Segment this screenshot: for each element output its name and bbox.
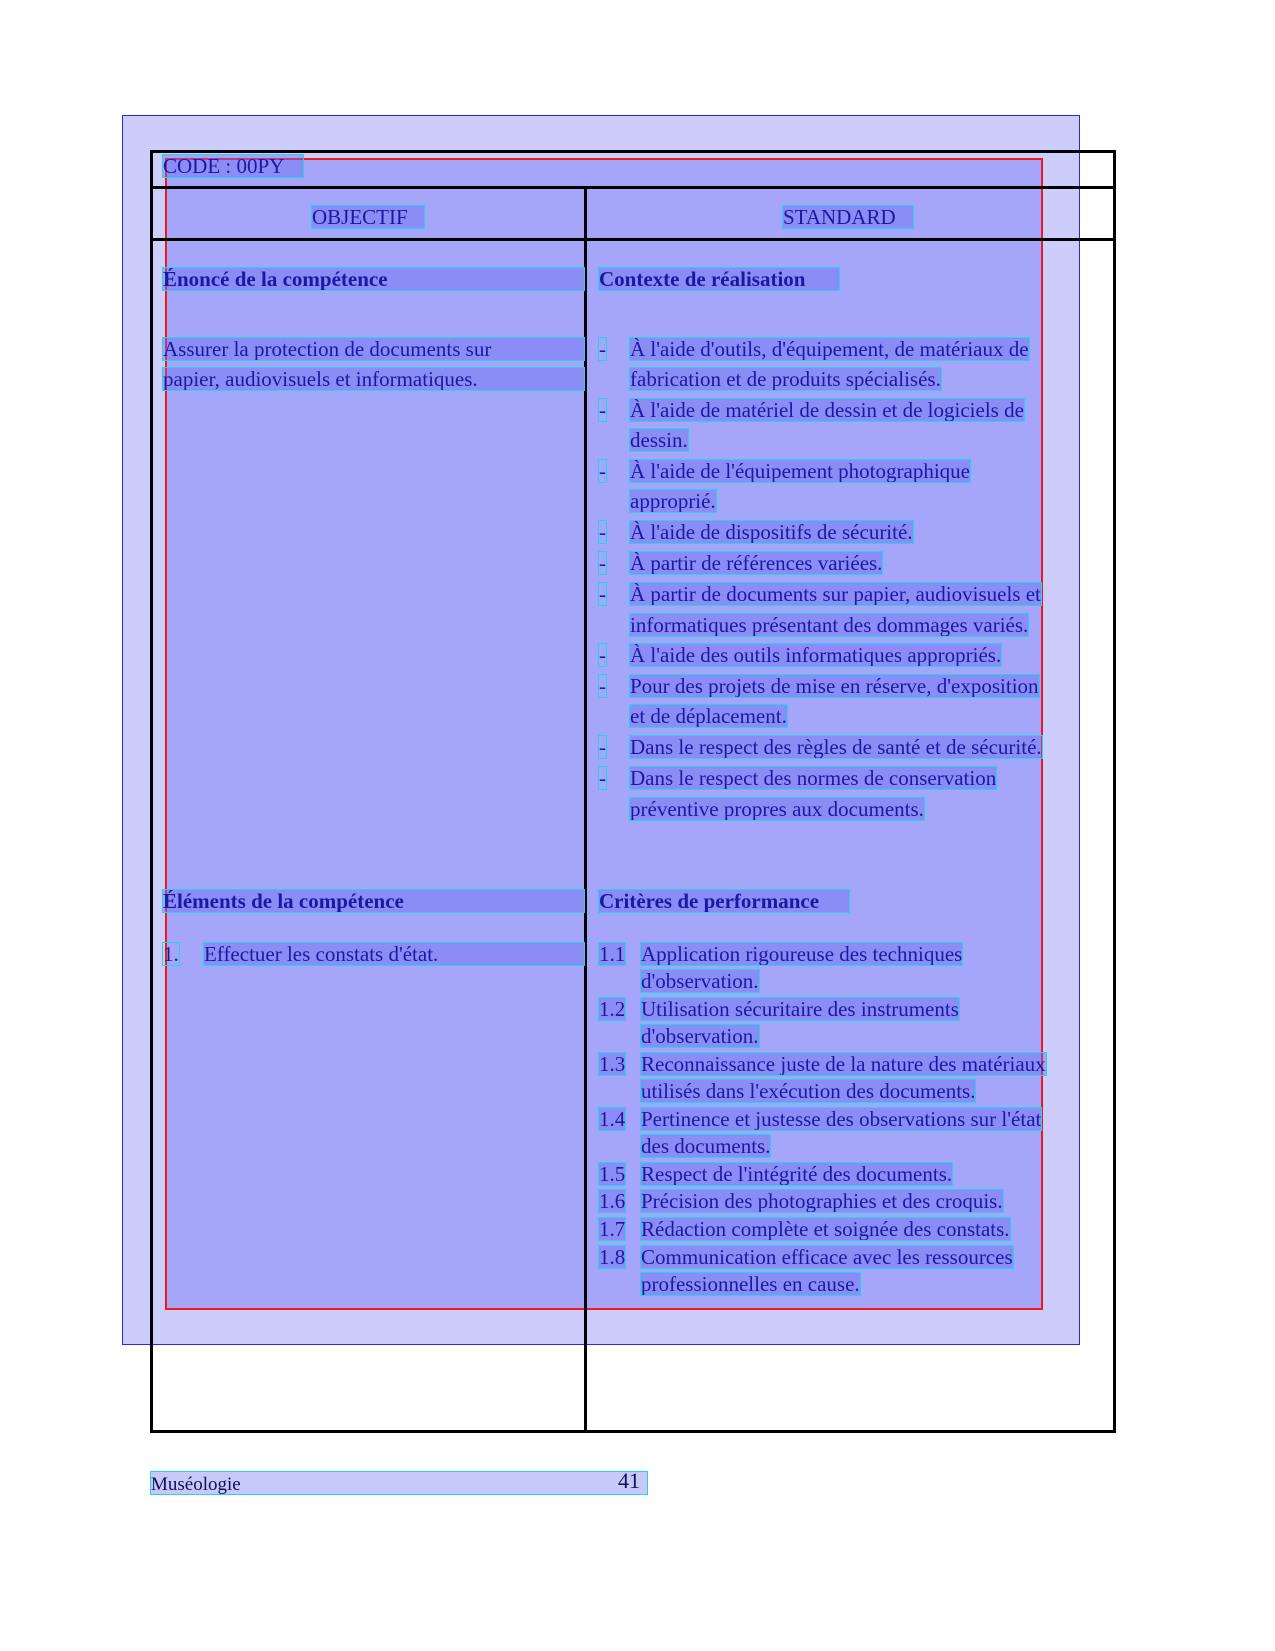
contexte-item: À l'aide d'outils, d'équipement, de matériaux de (630, 337, 1029, 361)
enonce-line: Assurer la protection de documents sur (163, 338, 584, 360)
contexte-item: préventive propres aux documents. (630, 797, 924, 821)
annotation-inner-region (165, 158, 1043, 1310)
critere-item: Rédaction complète et soignée des constats. (641, 1217, 1010, 1241)
contexte-bullet: - (599, 735, 606, 759)
table-column-divider (584, 186, 587, 1433)
enonce-title: Énoncé de la compétence (163, 268, 584, 290)
contexte-item: À l'aide de dispositifs de sécurité. (630, 520, 913, 544)
contexte-item: À l'aide de matériel de dessin et de logiciels de (630, 398, 1024, 422)
critere-item: Respect de l'intégrité des documents. (641, 1162, 953, 1186)
contexte-bullet: - (599, 520, 606, 544)
critere-number: 1.6 (599, 1189, 626, 1213)
contexte-bullet: - (599, 459, 606, 483)
enonce-line: papier, audiovisuels et informatiques. (163, 368, 584, 390)
objectif-column-header: OBJECTIF (312, 206, 424, 228)
contexte-item: À partir de documents sur papier, audiovisuels et (630, 582, 1041, 606)
contexte-bullet: - (599, 766, 606, 790)
table-subheader-divider (150, 238, 1116, 241)
table-left-border (150, 150, 153, 1433)
contexte-bullet: - (599, 643, 606, 667)
critere-number: 1.4 (599, 1107, 626, 1131)
contexte-item: À partir de références variées. (630, 551, 883, 575)
critere-item: des documents. (641, 1134, 771, 1158)
contexte-item: Dans le respect des normes de conservation (630, 766, 997, 790)
critere-item: Utilisation sécuritaire des instruments (641, 997, 959, 1021)
critere-item: Pertinence et justesse des observations sur l'état (641, 1107, 1042, 1131)
contexte-title: Contexte de réalisation (599, 268, 839, 290)
critere-item: d'observation. (641, 1024, 759, 1048)
critere-item: Reconnaissance juste de la nature des matériaux (641, 1052, 1046, 1076)
contexte-item: et de déplacement. (630, 704, 787, 728)
contexte-bullet: - (599, 551, 606, 575)
critere-number: 1.3 (599, 1052, 626, 1076)
contexte-bullet: - (599, 398, 606, 422)
competency-code: CODE : 00PY (163, 155, 303, 177)
critere-item: Communication efficace avec les ressources (641, 1245, 1013, 1269)
table-bottom-border (150, 1430, 1116, 1433)
contexte-item: Pour des projets de mise en réserve, d'exposition (630, 674, 1039, 698)
contexte-item: Dans le respect des règles de santé et de sécurité. (630, 735, 1042, 759)
critere-item: Application rigoureuse des techniques (641, 942, 963, 966)
table-header-divider (150, 186, 1116, 189)
critere-number: 1.5 (599, 1162, 626, 1186)
contexte-bullet: - (599, 582, 606, 606)
contexte-item: dessin. (630, 428, 688, 452)
contexte-item: fabrication et de produits spécialisés. (630, 367, 941, 391)
element-number: 1. (163, 942, 179, 966)
table-right-border (1113, 150, 1116, 1433)
critere-number: 1.2 (599, 997, 626, 1021)
critere-item: utilisés dans l'exécution des documents. (641, 1079, 976, 1103)
contexte-bullet: - (599, 337, 606, 361)
table-top-border (150, 150, 1116, 153)
contexte-item: approprié. (630, 489, 716, 513)
standard-column-header: STANDARD (783, 206, 913, 228)
critere-number: 1.8 (599, 1245, 626, 1269)
critere-item: professionnelles en cause. (641, 1272, 860, 1296)
footer-program: Muséologie (151, 1474, 241, 1495)
contexte-item: À l'aide des outils informatiques appropriés. (630, 643, 1002, 667)
page-number: 41 (618, 1468, 640, 1493)
contexte-item: informatiques présentant des dommages variés. (630, 613, 1029, 637)
contexte-bullet: - (599, 674, 606, 698)
elements-title: Éléments de la compétence (163, 890, 584, 912)
contexte-item: À l'aide de l'équipement photographique (630, 459, 970, 483)
critere-number: 1.7 (599, 1217, 626, 1241)
critere-number: 1.1 (599, 942, 626, 966)
criteres-title: Critères de performance (599, 890, 849, 912)
critere-item: Précision des photographies et des croquis. (641, 1189, 1003, 1213)
critere-item: d'observation. (641, 969, 759, 993)
element-text: Effectuer les constats d'état. (204, 943, 584, 965)
